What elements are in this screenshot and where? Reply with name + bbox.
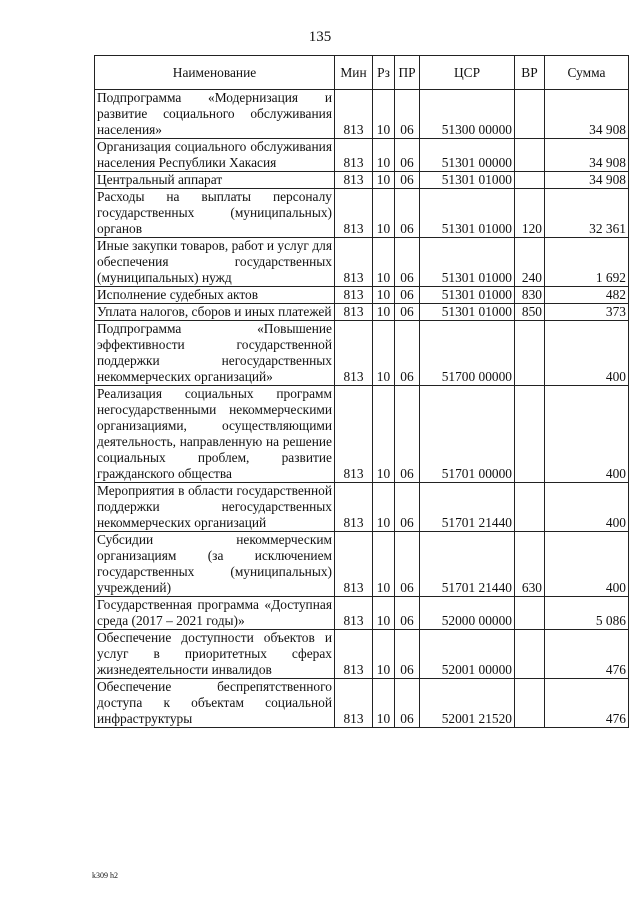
- header-csr: ЦСР: [420, 56, 515, 90]
- cell-pr: 06: [395, 386, 420, 483]
- cell-sum: 34 908: [545, 90, 629, 139]
- cell-pr: 06: [395, 679, 420, 728]
- cell-sum: 373: [545, 304, 629, 321]
- cell-min: 813: [335, 483, 373, 532]
- cell-name: Расходы на выплаты персоналу государственных (муниципальных) органов: [95, 189, 335, 238]
- cell-name: Уплата налогов, сборов и иных платежей: [95, 304, 335, 321]
- cell-vr: 630: [515, 532, 545, 597]
- cell-min: 813: [335, 90, 373, 139]
- cell-min: 813: [335, 189, 373, 238]
- cell-csr: 51300 00000: [420, 90, 515, 139]
- cell-sum: 476: [545, 679, 629, 728]
- cell-min: 813: [335, 139, 373, 172]
- cell-name: Подпрограмма «Модернизация и развитие социального обслуживания населения»: [95, 90, 335, 139]
- cell-csr: 51301 01000: [420, 287, 515, 304]
- cell-pr: 06: [395, 630, 420, 679]
- table-row: [95, 321, 629, 386]
- table-header-row: [95, 56, 629, 90]
- cell-rz: 10: [373, 679, 395, 728]
- cell-pr: 06: [395, 172, 420, 189]
- table-row: [95, 304, 629, 321]
- table-row: [95, 90, 629, 139]
- table-row: [95, 238, 629, 287]
- cell-min: 813: [335, 304, 373, 321]
- cell-vr: [515, 679, 545, 728]
- cell-min: 813: [335, 630, 373, 679]
- header-min: Мин: [335, 56, 373, 90]
- header-rz: Рз: [373, 56, 395, 90]
- cell-csr: 51301 01000: [420, 238, 515, 287]
- cell-sum: 34 908: [545, 172, 629, 189]
- cell-csr: 51701 21440: [420, 532, 515, 597]
- cell-pr: 06: [395, 321, 420, 386]
- table-row: [95, 139, 629, 172]
- cell-min: 813: [335, 238, 373, 287]
- cell-vr: [515, 630, 545, 679]
- cell-vr: [515, 483, 545, 532]
- cell-min: 813: [335, 679, 373, 728]
- cell-vr: 850: [515, 304, 545, 321]
- cell-sum: 5 086: [545, 597, 629, 630]
- cell-csr: 51301 00000: [420, 139, 515, 172]
- cell-rz: 10: [373, 386, 395, 483]
- cell-vr: 830: [515, 287, 545, 304]
- cell-rz: 10: [373, 189, 395, 238]
- cell-name: Организация социального обслуживания населения Республики Хакасия: [95, 139, 335, 172]
- table-row: [95, 630, 629, 679]
- cell-sum: 34 908: [545, 139, 629, 172]
- cell-csr: 51701 21440: [420, 483, 515, 532]
- cell-name: Реализация социальных программ негосударственными некоммерческими организациями, осуществляющими деятельность, направленную на решение социальных проблем, развитие гражданского общества: [95, 386, 335, 483]
- cell-vr: [515, 321, 545, 386]
- cell-name: Исполнение судебных актов: [95, 287, 335, 304]
- cell-min: 813: [335, 597, 373, 630]
- header-name: Наименование: [95, 56, 335, 90]
- budget-table: [94, 55, 629, 728]
- cell-name: Государственная программа «Доступная среда (2017 – 2021 годы)»: [95, 597, 335, 630]
- cell-sum: 482: [545, 287, 629, 304]
- cell-vr: 120: [515, 189, 545, 238]
- table-row: [95, 287, 629, 304]
- cell-vr: [515, 139, 545, 172]
- cell-csr: 51301 01000: [420, 172, 515, 189]
- cell-min: 813: [335, 532, 373, 597]
- table-row: [95, 597, 629, 630]
- cell-pr: 06: [395, 597, 420, 630]
- cell-vr: [515, 172, 545, 189]
- cell-rz: 10: [373, 304, 395, 321]
- table-row: [95, 172, 629, 189]
- cell-sum: 400: [545, 321, 629, 386]
- cell-pr: 06: [395, 287, 420, 304]
- header-pr: ПР: [395, 56, 420, 90]
- cell-rz: 10: [373, 483, 395, 532]
- cell-csr: 51701 00000: [420, 386, 515, 483]
- cell-name: Мероприятия в области государственной поддержки негосударственных некоммерческих организаций: [95, 483, 335, 532]
- cell-sum: 476: [545, 630, 629, 679]
- cell-csr: 52000 00000: [420, 597, 515, 630]
- header-vr: ВР: [515, 56, 545, 90]
- cell-pr: 06: [395, 238, 420, 287]
- cell-pr: 06: [395, 189, 420, 238]
- table-row: [95, 679, 629, 728]
- cell-vr: 240: [515, 238, 545, 287]
- cell-min: 813: [335, 386, 373, 483]
- cell-csr: 51301 01000: [420, 304, 515, 321]
- table-row: [95, 483, 629, 532]
- cell-vr: [515, 597, 545, 630]
- cell-name: Подпрограмма «Повышение эффективности государственной поддержки негосударственных некоммерческих организаций»: [95, 321, 335, 386]
- cell-name: Центральный аппарат: [95, 172, 335, 189]
- cell-rz: 10: [373, 139, 395, 172]
- cell-rz: 10: [373, 321, 395, 386]
- cell-rz: 10: [373, 90, 395, 139]
- cell-min: 813: [335, 287, 373, 304]
- cell-min: 813: [335, 172, 373, 189]
- cell-vr: [515, 386, 545, 483]
- header-sum: Сумма: [545, 56, 629, 90]
- table-row: [95, 189, 629, 238]
- cell-sum: 1 692: [545, 238, 629, 287]
- cell-sum: 400: [545, 483, 629, 532]
- cell-rz: 10: [373, 238, 395, 287]
- cell-sum: 400: [545, 386, 629, 483]
- cell-vr: [515, 90, 545, 139]
- cell-rz: 10: [373, 532, 395, 597]
- cell-pr: 06: [395, 304, 420, 321]
- cell-csr: 52001 21520: [420, 679, 515, 728]
- cell-csr: 51301 01000: [420, 189, 515, 238]
- cell-name: Обеспечение доступности объектов и услуг в приоритетных сферах жизнедеятельности инвалидов: [95, 630, 335, 679]
- cell-name: Иные закупки товаров, работ и услуг для обеспечения государственных (муниципальных) нужд: [95, 238, 335, 287]
- cell-rz: 10: [373, 172, 395, 189]
- table-row: [95, 386, 629, 483]
- cell-rz: 10: [373, 597, 395, 630]
- cell-min: 813: [335, 321, 373, 386]
- cell-pr: 06: [395, 139, 420, 172]
- cell-csr: 51700 00000: [420, 321, 515, 386]
- cell-rz: 10: [373, 287, 395, 304]
- cell-sum: 400: [545, 532, 629, 597]
- cell-name: Обеспечение беспрепятственного доступа к объектам социальной инфраструктуры: [95, 679, 335, 728]
- cell-pr: 06: [395, 483, 420, 532]
- cell-csr: 52001 00000: [420, 630, 515, 679]
- cell-name: Субсидии некоммерческим организациям (за исключением государственных (муниципальных) учреждений): [95, 532, 335, 597]
- table-row: [95, 532, 629, 597]
- page-number: 135: [308, 29, 332, 45]
- cell-sum: 32 361: [545, 189, 629, 238]
- cell-pr: 06: [395, 90, 420, 139]
- cell-rz: 10: [373, 630, 395, 679]
- footer-code: k309 h2: [92, 871, 118, 880]
- cell-pr: 06: [395, 532, 420, 597]
